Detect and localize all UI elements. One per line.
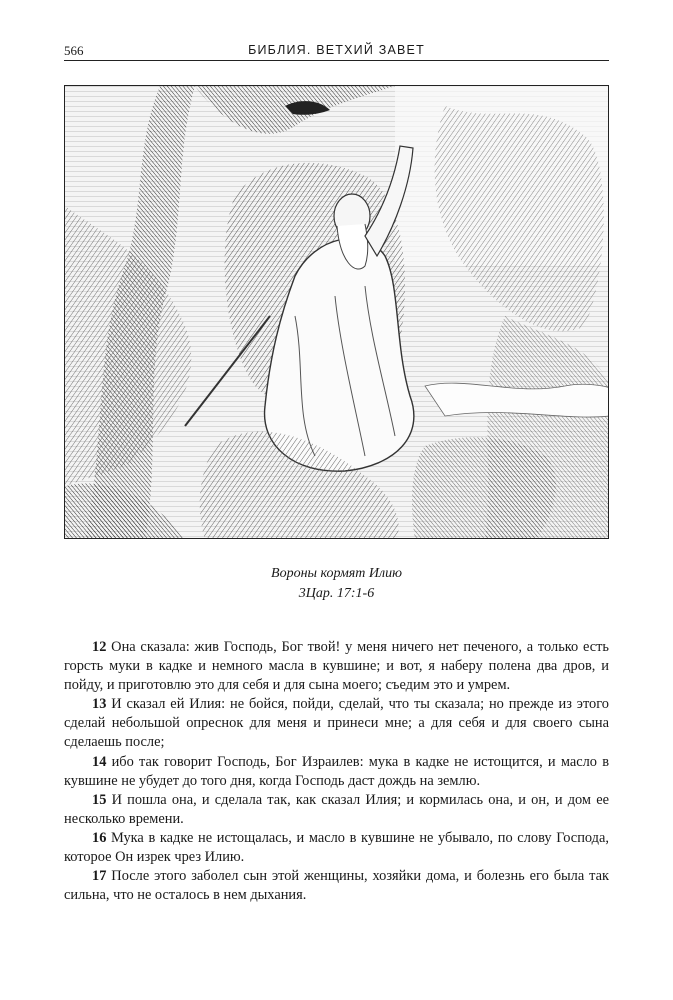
verse-text: И сказал ей Илия: не бойся, пойди, сделай, что ты сказала; но прежде из этого сделай небольшой опреснок для меня и принеси мне; а для себя и для своего сына сделаешь после;: [64, 696, 609, 751]
page-number: 566: [64, 43, 84, 58]
verse-number: 17: [92, 868, 107, 885]
verse-text: И пошла она, и сделала так, как сказал Илия; и кормилась она, и он, и дом ее несколько времени.: [64, 791, 609, 827]
verse: [64, 829, 609, 867]
verse: [64, 753, 609, 791]
verse-text: ибо так говорит Господь, Бог Израилев: мука в кадке не истощится, и масло в кувшине не убудет до того дня, когда Господь даст дождь на землю.: [64, 753, 609, 789]
verse-number: 16: [92, 829, 107, 846]
verse: [64, 867, 609, 905]
verse-number: 12: [92, 639, 107, 655]
verse: [64, 695, 609, 752]
illustration-caption-reference: 3Цар. 17:1-6: [298, 586, 375, 601]
verse-number: 13: [92, 696, 107, 713]
scripture-text: [64, 638, 609, 905]
header-rule: [64, 60, 609, 61]
illustration-caption-title: Вороны кормят Илию: [271, 566, 402, 581]
verse-text: Она сказала: жив Господь, Бог твой! у меня ничего нет печеного, а только есть горсть муки в кадке и немного масла в кувшине; и вот, я наберу полена два дров, и пойду, и приготовлю это для себя и для сына моего; съедим это и умрем.: [64, 639, 609, 694]
verse: [64, 791, 609, 829]
verse-text: Мука в кадке не истощалась, и масло в кувшине не убывало, по слову Господа, которое Он изрек чрез Илию.: [64, 829, 609, 866]
verse-number: 14: [92, 753, 107, 770]
engraving-illustration: [64, 85, 609, 539]
verse: [64, 638, 609, 695]
verse-text: После этого заболел сын этой женщины, хозяйки дома, и болезнь его была так сильна, что не осталось в нем дыхания.: [64, 868, 609, 904]
page-header: [64, 39, 609, 61]
verse-number: 15: [92, 791, 107, 808]
running-title: БИБЛИЯ. ВЕТХИЙ ЗАВЕТ: [248, 43, 425, 57]
